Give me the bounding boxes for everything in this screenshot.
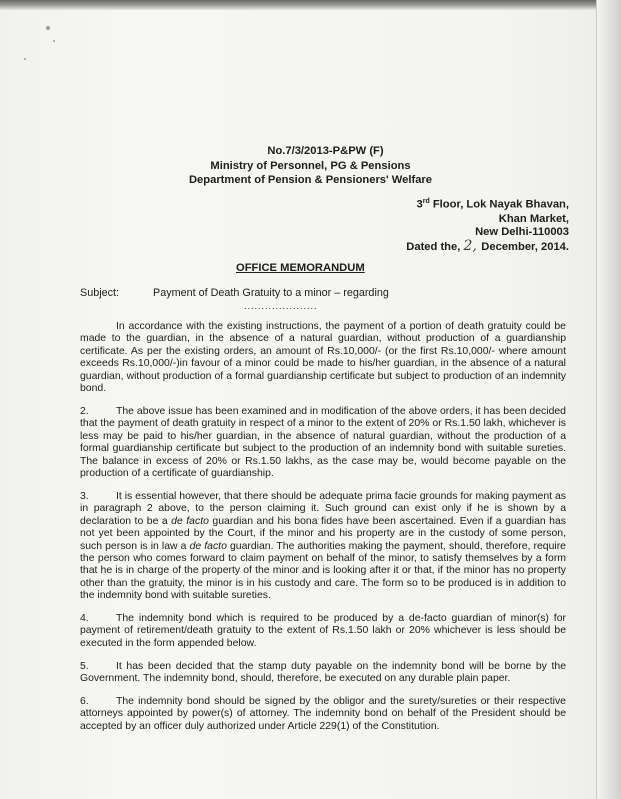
- date-suffix: December, 2014.: [481, 241, 569, 254]
- scan-speck: [53, 40, 55, 42]
- italic-term: de facto: [171, 515, 209, 527]
- paragraph-number: 3.: [80, 490, 89, 502]
- subject-text: Payment of Death Gratuity to a minor – regarding: [153, 287, 389, 299]
- paragraph-2: [80, 406, 566, 480]
- paragraph-text: The indemnity bond should be signed by the obligor and the surety/sureties or their respective attorneys appointed by power(s) of attorney. The indemnity bond on behalf of the President should be accepted by an officer duly authorized under Article 229(1) of the Constitution.: [80, 696, 566, 732]
- italic-term: de facto: [189, 540, 227, 552]
- scan-speck: [24, 58, 26, 60]
- memo-title: OFFICE MEMORANDUM: [236, 262, 365, 274]
- paragraph-text: guardian and his bona fides have been ascertained. Even if a guardian has not yet been appointed by the Court, if the minor and his property are in the custody of some person, such person is in law a: [80, 515, 567, 552]
- subject-line: [80, 287, 389, 299]
- paragraph-3: [80, 491, 566, 603]
- subject-label: Subject:: [80, 287, 120, 299]
- date-prefix: Dated the,: [406, 241, 461, 254]
- date-line: [406, 240, 569, 255]
- paragraph-text: It has been decided that the stamp duty payable on the indemnity bond will be borne by the Government. The indemnity bond, should, therefore, be executed on any durable plain paper.: [80, 660, 566, 685]
- paragraph-4: [80, 613, 566, 650]
- floor-ordinal: rd: [422, 198, 430, 205]
- office-address: [406, 195, 569, 255]
- paragraph-text: The above issue has been examined and in modification of the above orders, it has been decided that the payment of death gratuity in respect of a minor to the extent of 20% or Rs.1.50 lakh, whichever is less may be paid to his/her guardian, in the absence of natural guardian, without the production of a formal guardianship certificate but subject to the production of an indemnity bond with suitable sureties. The balance in excess of 20% or Rs.1.50 lakhs, as the case may be, would become payable on the production of a certificate of guardianship.: [80, 405, 566, 479]
- letter-header: [0, 144, 621, 188]
- paragraph-text: guardian. The authorities making the payment, should, therefore, require the person who comes forward to claim payment on behalf of the minor, to satisfy themselves by a form that he is in charge of the property of the minor and is looking after it or that, if the minor has no property other than the gratuity, the minor is in his custody and care. The form so to be produced is in addition to the indemnity bond with suitable sureties.: [80, 540, 566, 602]
- scan-top-edge: [0, 0, 621, 10]
- handwritten-comma: ,: [472, 238, 482, 255]
- scan-speck: [46, 26, 50, 30]
- floor-number: 3: [416, 198, 423, 211]
- memo-body: [80, 321, 566, 744]
- floor-text: Floor, Lok Nayak Bhavan,: [429, 198, 569, 211]
- paragraph-number: 6.: [80, 696, 89, 708]
- department-name: Department of Pension & Pensioners' Welfare: [188, 174, 433, 186]
- address-line-2: Khan Market,: [498, 212, 569, 225]
- paragraph-number: 4.: [80, 613, 89, 625]
- address-line-3: New Delhi-110003: [475, 226, 569, 239]
- file-number: No.7/3/2013-P&PW (F): [267, 145, 384, 157]
- paragraph-number: 5.: [80, 660, 89, 672]
- address-line-1: [406, 195, 569, 213]
- paragraph-5: [80, 661, 566, 686]
- ministry-name: Ministry of Personnel, PG & Pensions: [210, 159, 411, 172]
- subject-dots: .....................: [244, 301, 318, 311]
- paragraph-text: It is essential however, that there should be adequate prima facie grounds for making payment as in paragraph 2 above, to the person claiming it. Such ground can exist only if he is shown by a declaration to be a: [80, 490, 566, 527]
- scan-right-edge: [596, 0, 621, 799]
- paragraph-1: In accordance with the existing instructions, the payment of a portion of death gratuity could be made to the guardian, in the absence of a natural guardian, without production of a guardianship certificate. As per the existing orders, an amount of Rs.10,000/- (or the first Rs.10,000/- where amount exceeds Rs.10,000/-)in favour of a minor could be made to his/her guardian, in the absence of a natural guardian, without production of a formal guardianship certificate but subject to production of an indemnity bond.: [80, 321, 566, 395]
- handwritten-day: 2: [463, 238, 473, 255]
- paragraph-number: 2.: [80, 405, 89, 417]
- paragraph-6: [80, 696, 566, 733]
- paragraph-text: The indemnity bond which is required to be produced by a de-facto guardian of minor(s) for payment of retirement/death gratuity to the extent of Rs.1.50 lakh or 20% whichever is less should be executed in the form appended below.: [80, 613, 566, 649]
